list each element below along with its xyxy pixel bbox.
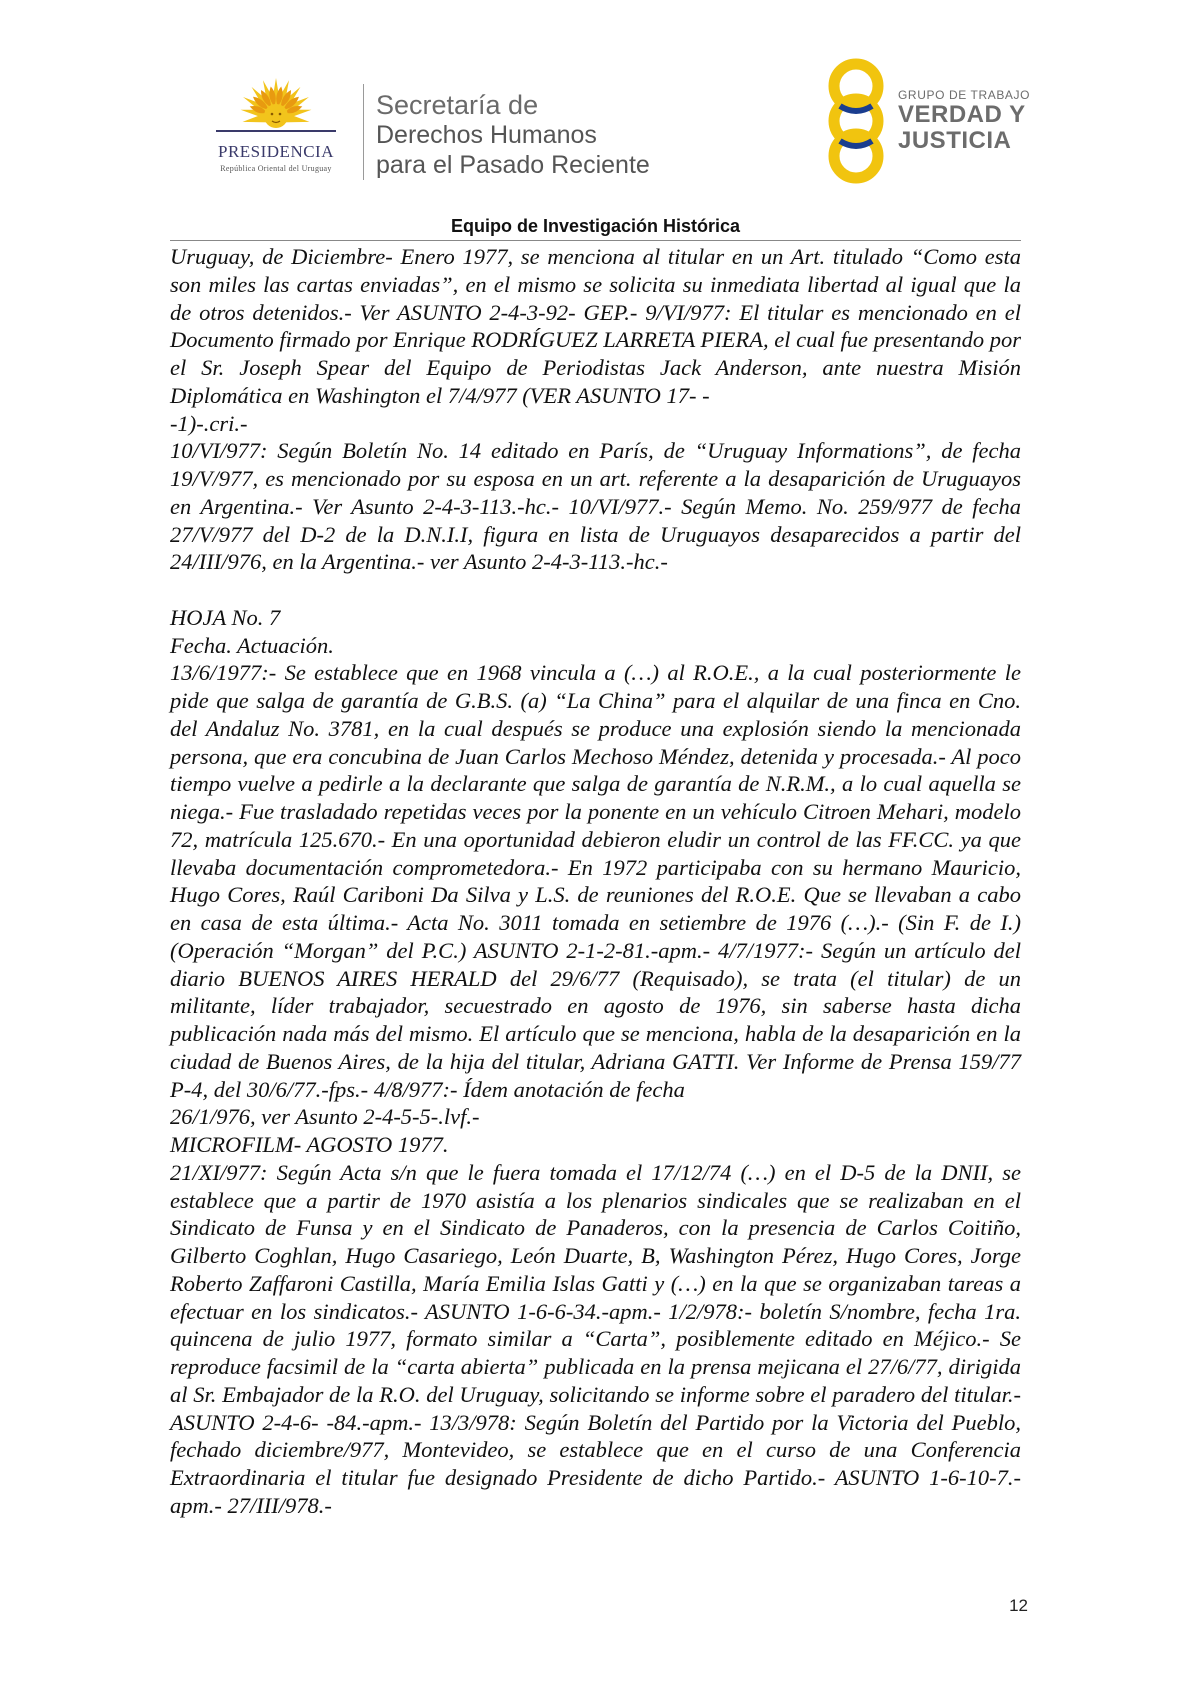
header-rule — [170, 240, 1021, 241]
microfilm-heading: MICROFILM- AGOSTO 1977. — [170, 1132, 449, 1157]
document-body — [170, 243, 1021, 1520]
paragraph-2: 10/VI/977: Según Boletín No. 14 editado en París, de “Uruguay Informations”, de fecha 19/V/977, es mencionado por su esposa en un art. referente a la desaparición de Uruguayos en Argentina.- Ver Asunto 2-4-3-113.-hc.- 10/VI/977.- Según Memo. No. 259/977 de fecha 27/V/977 del D-2 de la D.N.I.I, figura en lista de Uruguayos desaparecidos a partir del 24/III/976, en la Argentina.- ver Asunto 2-4-3-113.-hc.- — [170, 438, 1021, 575]
paragraph-3: 13/6/1977:- Se establece que en 1968 vincula a (…) al R.O.E., a la cual posteriormente le pide que salga de garantía de G.B.S. (a) “La China” para el alquilar de una finca en Cno. del Andaluz No. 3781, en la cual después se produce una explosión siendo la mencionada persona, que era concubina de Juan Carlos Mechoso Méndez, detenida y procesada.- Al poco tiempo vuelve a pedirle a la declarante que salga de garantía de N.R.M., a lo cual aquella se niega.- Fue trasladado repetidas veces por la ponente en un vehículo Citroen Mehari, modelo 72, matrícula 125.670.- En una oportunidad debieron eludir un control de las FF.CC. ya que llevaba documentación comprometedora.- En 1972 participaba con su hermano Mauricio, Hugo Cores, Raúl Cariboni Da Silva y L.S. de reuniones del R.O.E. Que se llevaban a cabo en casa de esta última.- Acta No. 3011 tomada en setiembre de 1976 (…).- (Sin F. de I.) (Operación “Morgan” del P.C.) ASUNTO 2-1-2-81.-apm.- 4/7/1977:- Según un artículo del diario BUENOS AIRES HERALD del 29/6/77 (Requisado), se trata (el titular) de un militante, líder trabajador, secuestrado en agosto de 1976, sin saberse hasta dicha publicación nada más del mismo. El artículo que se menciona, habla de la desaparición en la ciudad de Buenos Aires, de la hija del titular, Adriana GATTI. Ver Informe de Prensa 159/77 P-4, del 30/6/77.-fps.- 4/8/977:- Ídem anotación de fecha — [170, 660, 1021, 1102]
gvj-line-1: GRUPO DE TRABAJO — [898, 88, 1031, 102]
sun-emblem-icon — [196, 76, 356, 142]
presidencia-logo — [196, 76, 356, 186]
gvj-line-3: JUSTICIA — [898, 127, 1012, 154]
secretaria-line-2: Derechos Humanos — [376, 121, 597, 149]
date-column-heading: Fecha. Actuación. — [170, 632, 334, 658]
paragraph-1: Uruguay, de Diciembre- Enero 1977, se menciona al titular en un Art. titulado “Como esta son miles las cartas enviadas”, en el mismo se solicita su inmediata libertad al igual que la de otros detenidos.- Ver ASUNTO 2-4-3-92- GEP.- 9/VI/977: El titular es mencionado en el Documento firmado por Enrique RODRÍGUEZ LARRETA PIERA, el cual fue presentando por el Sr. Joseph Spear del Equipo de Periodistas Jack Anderson, ante nuestra Misión Diplomática en Washington el 7/4/977 (VER ASUNTO 17- - — [170, 244, 1021, 408]
header-divider — [363, 84, 364, 180]
department-heading: Equipo de Investigación Histórica — [450, 216, 741, 236]
verdad-justicia-title — [898, 88, 1030, 154]
blank-line — [170, 576, 1021, 604]
paragraph-4: 21/XI/977: Según Acta s/n que le fuera tomada el 17/12/74 (…) en el D-5 de la DNII, se establece que a partir de 1970 asistía a los plenarios sindicales que se realizaban en el Sindicato de Funsa y en el Sindicato de Panaderos, con la presencia de Carlos Coitiño, Gilberto Coghlan, Hugo Casariego, León Duarte, B, Washington Pérez, Hugo Cores, Jorge Roberto Zaffaroni Castilla, María Emilia Islas Gatti y (…) en la que se organizaban tareas a efectuar en los sindicatos.- ASUNTO 1-6-6-34.-apm.- 1/2/978:- boletín S/nombre, fecha 1ra. quincena de julio 1977, formato similar a “Carta”, posiblemente editado en Méjico.- Se reproduce facsimil de la “carta abierta” publicada en la prensa mejicana el 27/6/77, dirigida al Sr. Embajador de la R.O. del Uruguay, solicitando se informe sobre el paradero del titular.- ASUNTO 2-4-6- -84.-apm.- 13/3/978: Según Boletín del Partido por la Victoria del Pueblo, fechado diciembre/977, Montevideo, se establece que en el curso de una Conferencia Extraordinaria el titular fue designado Presidente de dicho Partido.- ASUNTO 1-6-10-7.-apm.- 27/III/978.- — [170, 1159, 1021, 1518]
paragraph-1-end: -1)-.cri.- — [170, 410, 248, 436]
gvj-line-2: VERDAD Y — [898, 101, 1026, 128]
presidencia-sublabel: República Oriental del Uruguay — [220, 164, 332, 173]
presidencia-label: PRESIDENCIA — [217, 142, 334, 161]
page-number: 12 — [1009, 1596, 1028, 1615]
secretaria-line-3: para el Pasado Reciente — [376, 151, 650, 179]
paragraph-3-end: 26/1/976, ver Asunto 2-4-5-5-.lvf.- — [170, 1104, 480, 1130]
verdad-justicia-rings-icon — [820, 56, 910, 186]
sheet-heading: HOJA No. 7 — [170, 604, 281, 630]
page-header — [0, 0, 1190, 200]
secretaria-title — [376, 90, 650, 180]
secretaria-line-1: Secretaría de — [376, 90, 539, 120]
